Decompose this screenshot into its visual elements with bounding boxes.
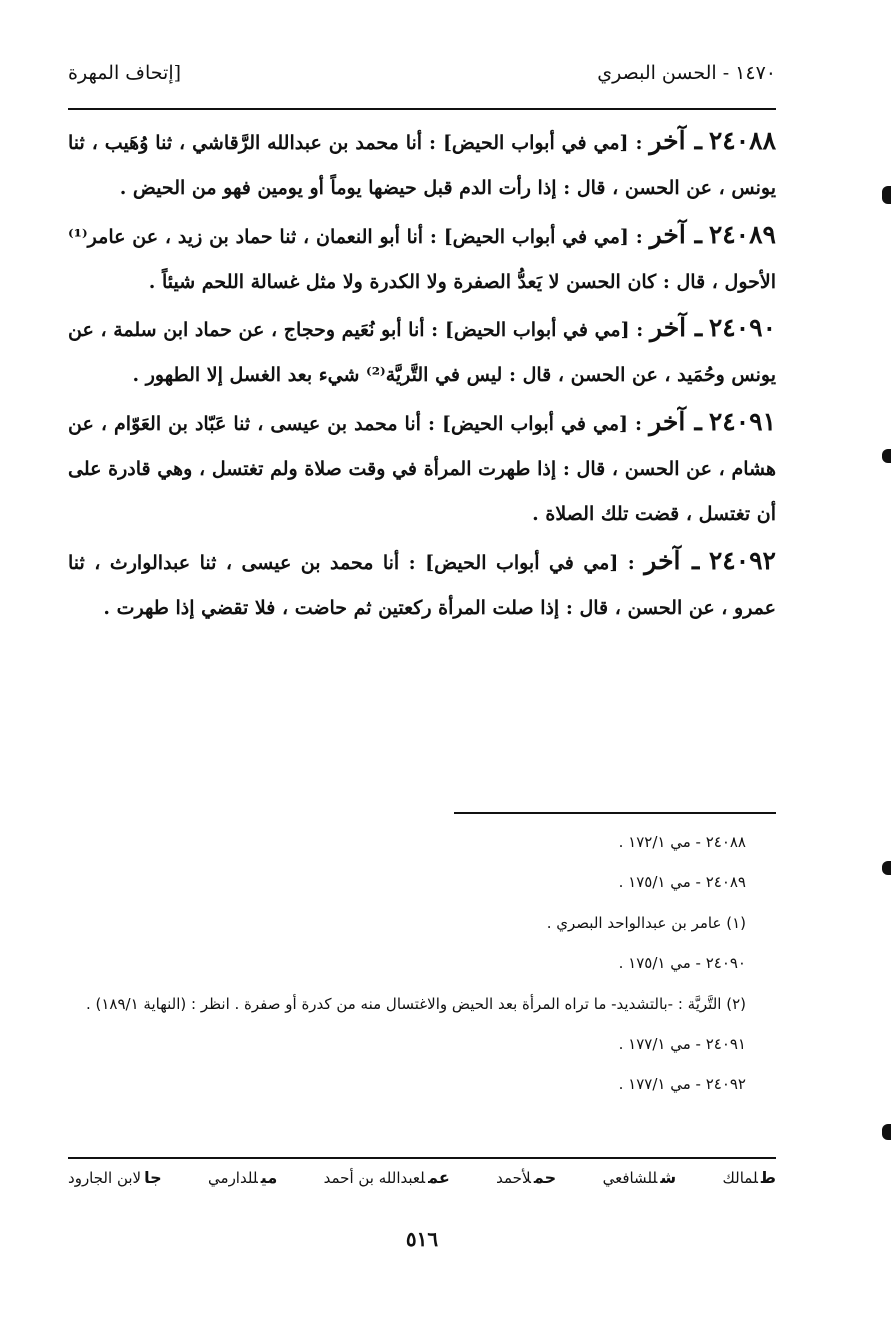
edge-mark	[882, 861, 891, 875]
entry-text: : أنا محمد بن عيسى ، ثنا عبدالوارث ، ثنا عمرو ، عن الحسن ، قال : إذا صلت المرأة ركعتين ثم حاضت ، فلا تقضي إذا طهرت .	[68, 551, 776, 619]
book-page	[68, 0, 776, 1317]
footnote: ٢٤٠٨٨ - مي ١٧٢/١ .	[618, 833, 746, 851]
abbreviation-item: شللشافعي	[602, 1168, 677, 1187]
hadith-entry: ٢٤٠٩٢ ـ آخر : [مي في أبواب الحيض] : أنا محمد بن عيسى ، ثنا عبدالوارث ، ثنا عمرو ، عن الحسن ، قال : إذا صلت المرأة ركعتين ثم حاضت ، فلا تقضي إذا طهرت .	[68, 545, 776, 619]
entry-source: [مي في أبواب الحيض]	[425, 551, 619, 574]
entry-tag: آخر	[649, 406, 686, 436]
chapter-heading: ١٤٧٠ - الحسن البصري	[597, 62, 776, 84]
entry-number: ٢٤٠٨٨	[708, 126, 777, 155]
abbreviation-item: ميللدارمي	[208, 1168, 278, 1187]
footnote: ٢٤٠٩١ - مي ١٧٧/١ .	[618, 1035, 746, 1054]
hadith-entry: ٢٤٠٩٠ ـ آخر : [مي في أبواب الحيض] : أنا أبو نُعَيم وحجاج ، عن حماد ابن سلمة ، عن يونس وحُمَيد ، عن الحسن ، قال : ليس في التَّريَّة⁽²⁾ شيء بعد الغسل إلا الطهور .	[68, 313, 776, 387]
entry-tag: آخر	[644, 545, 681, 575]
footnote: (٢) التَّريَّة : -بالتشديد- ما تراه المرأة بعد الحيض والاغتسال منه من كدرة أو صفرة . انظر : (النهاية ١٨٩/١) .	[85, 994, 746, 1013]
footnote: ٢٤٠٩٠ - مي ١٧٥/١ .	[618, 954, 746, 973]
footnote: ٢٤٠٨٩ - مي ١٧٥/١ .	[618, 873, 746, 892]
hadith-entries	[68, 118, 776, 631]
entry-source: [مي في أبواب الحيض]	[444, 319, 630, 342]
abbreviation-item: حملأحمد	[496, 1168, 557, 1187]
hadith-entry: ٢٤٠٨٨ ـ آخر : [مي في أبواب الحيض] : أنا محمد بن عبدالله الرَّقاشي ، ثنا وُهَيب ، ثنا يونس ، عن الحسن ، قال : إذا رأت الدم قبل حيضها يوماً أو يومين فهو من الحيض .	[68, 126, 777, 200]
page-number: ٥١٦	[405, 1227, 439, 1251]
entry-number: ٢٤٠٨٩	[708, 219, 776, 249]
footnote: (١) عامر بن عبدالواحد البصري .	[546, 913, 746, 932]
footnotes	[68, 822, 746, 1105]
entry-text: : أنا أبو النعمان ، ثنا حماد بن زيد ، عن عامر⁽¹⁾ الأحول ، قال : كان الحسن لا يَعدُّ الصفرة ولا الكدرة ولا مثل غسالة اللحم شيئاً .	[68, 225, 776, 293]
entry-number: ٢٤٠٩١	[708, 406, 776, 436]
abbreviation-item: طلمالك	[722, 1168, 776, 1187]
book-title: [إتحاف المهرة	[68, 62, 182, 84]
header-rule	[68, 108, 776, 110]
hadith-entry: ٢٤٠٨٩ ـ آخر : [مي في أبواب الحيض] : أنا أبو النعمان ، ثنا حماد بن زيد ، عن عامر⁽¹⁾ الأحول ، قال : كان الحسن لا يَعدُّ الصفرة ولا الكدرة ولا مثل غسالة اللحم شيئاً .	[68, 219, 776, 293]
entry-text: : أنا محمد بن عبدالله الرَّقاشي ، ثنا وُهَيب ، ثنا يونس ، عن الحسن ، قال : إذا رأت الدم قبل حيضها يوماً أو يومين فهو من الحيض .	[68, 132, 776, 200]
entry-source: [مي في أبواب الحيض]	[442, 132, 629, 154]
abbreviations-key	[68, 1168, 776, 1187]
entry-number: ٢٤٠٩٠	[708, 313, 776, 343]
entry-source: [مي في أبواب الحيض]	[442, 412, 628, 435]
abbreviation-item: جالابن الجارود	[68, 1168, 162, 1187]
edge-mark	[882, 186, 891, 204]
abbreviations-rule	[68, 1157, 776, 1159]
entry-source: [مي في أبواب الحيض]	[443, 225, 629, 248]
footnote: ٢٤٠٩٢ - مي ١٧٧/١ .	[618, 1075, 746, 1094]
running-header	[68, 62, 776, 92]
entry-text: : أنا محمد بن عيسى ، ثنا عَبّاد بن العَوّام ، عن هشام ، عن الحسن ، قال : إذا طهرت المرأة في وقت صلاة ولم تغتسل ، وهي قادرة على أن تغتسل ، قضت تلك الصلاة .	[68, 412, 776, 526]
edge-mark	[882, 449, 891, 463]
entry-number: ٢٤٠٩٢	[708, 545, 776, 575]
entry-tag: آخر	[649, 126, 686, 155]
entry-tag: آخر	[649, 219, 686, 249]
entry-tag: آخر	[649, 313, 687, 343]
footnote-rule	[454, 812, 776, 814]
entry-text: : أنا أبو نُعَيم وحجاج ، عن حماد ابن سلمة ، عن يونس وحُمَيد ، عن الحسن ، قال : ليس في التَّريَّة⁽²⁾ شيء بعد الغسل إلا الطهور .	[68, 319, 776, 387]
hadith-entry: ٢٤٠٩١ ـ آخر : [مي في أبواب الحيض] : أنا محمد بن عيسى ، ثنا عَبّاد بن العَوّام ، عن هشام ، عن الحسن ، قال : إذا طهرت المرأة في وقت صلاة ولم تغتسل ، وهي قادرة على أن تغتسل ، قضت تلك الصلاة .	[68, 406, 776, 526]
abbreviation-item: عملعبدالله بن أحمد	[323, 1168, 450, 1187]
edge-mark	[882, 1124, 891, 1140]
